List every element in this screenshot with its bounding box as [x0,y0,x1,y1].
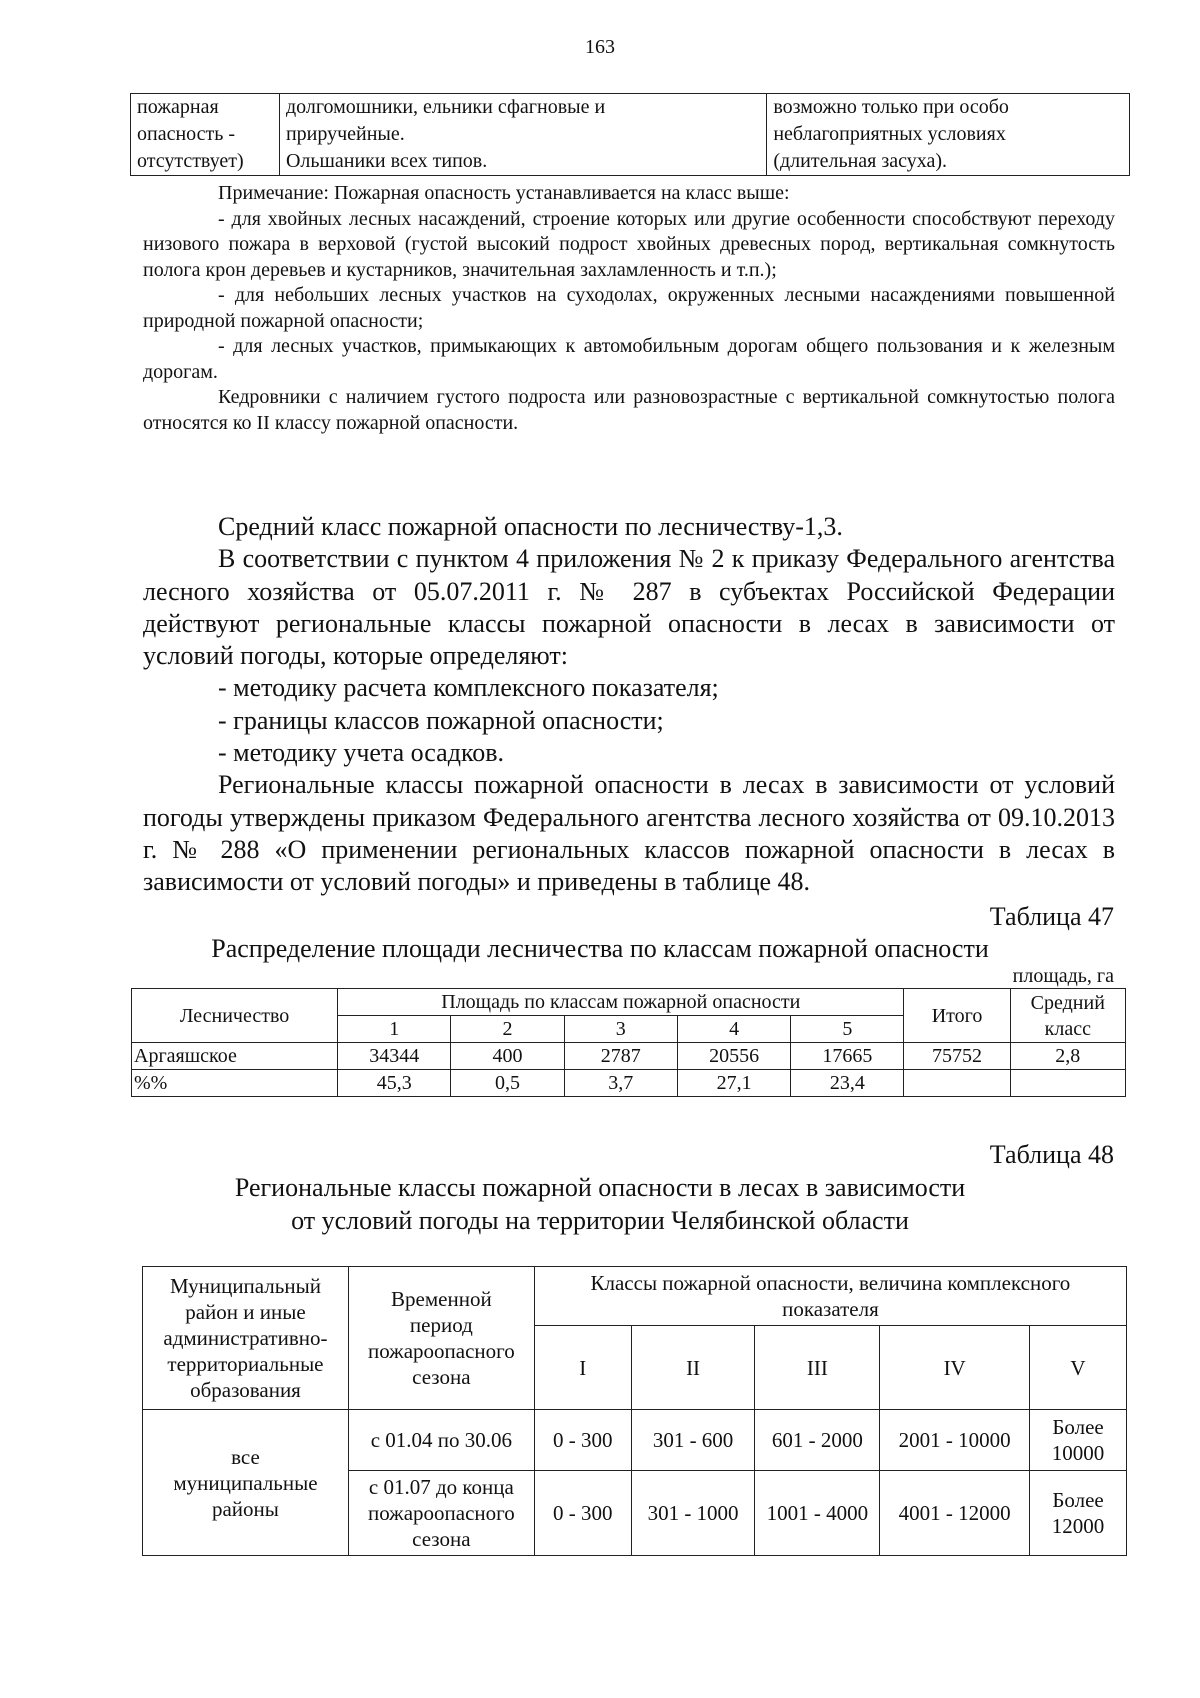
table-47-unit: площадь, га [1012,965,1114,987]
header-class-label: V [1030,1326,1127,1410]
cell-text: пожароопасного [367,1501,515,1525]
cell-text: муниципальные [173,1470,318,1495]
cell: 75752 [904,1043,1010,1070]
header-class-label: I [534,1326,631,1410]
header-class: 2 [451,1016,564,1043]
note-paragraph: Примечание: Пожарная опасность устанавливается на класс выше: [218,182,790,204]
cell [1030,1410,1127,1471]
header-class-label: IV [880,1326,1030,1410]
table-47-title: Распределение площади лесничества по классам пожарной опасности [211,934,989,963]
top-table-text: неблагоприятных условиях [773,123,1006,145]
cell: 2001 - 10000 [880,1410,1030,1471]
note-paragraph: Кедровники с наличием густого подроста или разновозрастные с вертикальной сомкнутостью полога относятся ко II классу пожарной опасности. [143,386,1115,434]
header-area: Площадь по классам пожарной опасности [338,989,904,1016]
body-paragraph: Региональные классы пожарной опасности в лесах в зависимости от условий погоды утверждены приказом Федерального агентства лесного хозяйства от 09.10.2013 г. № 288 «О применении региональных классов пожарной опасности в лесах в зависимости от условий погоды» и приведены в таблице 48. [143,770,1115,897]
top-table-cell [131,94,280,176]
body-text [143,511,1115,899]
table-row [132,1043,1126,1070]
table-row [132,1070,1126,1097]
page-number: 163 [585,36,615,58]
top-table-continuation [130,93,1130,176]
top-table-text: возможно только при особо [773,96,1009,118]
header-class: 3 [564,1016,677,1043]
header-average-text: класс [1044,1017,1091,1040]
table-47 [131,988,1126,1097]
cell: 20556 [677,1043,790,1070]
body-paragraph: В соответствии с пунктом 4 приложения № 2 к приказу Федерального агентства лесного хозяйства от 05.07.2011 г. № 287 в субъектах Российской Федерации действуют региональные классы пожарной опасности в лесах в зависимости от условий погоды, которые определяют: [143,544,1115,671]
header-text: Временной [391,1287,492,1311]
top-table-text: отсутствует) [137,150,244,172]
header-class: 4 [677,1016,790,1043]
table-row [143,1410,1127,1471]
cell: 0 - 300 [534,1410,631,1471]
cell: 2,8 [1010,1043,1125,1070]
header-class-label: III [755,1326,880,1410]
cell-forestry: Аргаяшское [132,1043,338,1070]
cell: 400 [451,1043,564,1070]
top-table-text: (длительная засуха). [773,150,948,172]
cell-text: все [231,1444,260,1469]
cell-district [143,1410,349,1556]
note-block [143,181,1115,436]
header-class-label: II [631,1326,755,1410]
cell-text: 12000 [1051,1514,1105,1538]
top-table-text: Ольшаники всех типов. [285,150,488,172]
cell-period: с 01.04 по 30.06 [348,1410,534,1471]
cell [904,1070,1010,1097]
header-text: период [409,1313,473,1337]
header-period [348,1267,534,1410]
table-48-title-line: Региональные классы пожарной опасности в лесах в зависимости [234,1173,966,1202]
cell-text: Более [1052,1415,1104,1439]
table-48-title-line: от условий погоды на территории Челябинской области [291,1206,909,1235]
note-paragraph: - для небольших лесных участков на суходолах, окруженных лесными насаждениями повышенной природной пожарной опасности; [143,284,1115,332]
header-class: 5 [791,1016,904,1043]
cell: 2787 [564,1043,677,1070]
body-paragraph: - методику расчета комплексного показателя; [218,673,719,703]
header-text: образования [190,1378,301,1402]
body-paragraph: - методику учета осадков. [218,738,505,768]
cell: 1001 - 4000 [755,1471,880,1556]
cell: 3,7 [564,1070,677,1097]
header-text: административно- [163,1326,328,1350]
header-text: сезона [412,1365,471,1389]
cell: 34344 [338,1043,451,1070]
table-47-number: Таблица 47 [989,902,1114,931]
body-paragraph: Средний класс пожарной опасности по лесничеству-1,3. [218,512,843,541]
cell-text: с 01.07 до конца [368,1475,514,1499]
cell [1010,1070,1125,1097]
header-text: пожароопасного [367,1339,515,1363]
top-table-cell [279,94,766,176]
top-table-text: долгомошники, ельники сфагновые и [285,96,606,118]
header-forestry: Лесничество [132,989,338,1043]
body-paragraph: - границы классов пожарной опасности; [218,705,664,735]
cell: 301 - 1000 [631,1471,755,1556]
header-district [143,1267,349,1410]
cell-period [348,1471,534,1556]
cell: 27,1 [677,1070,790,1097]
cell: 4001 - 12000 [880,1471,1030,1556]
cell: 601 - 2000 [755,1410,880,1471]
top-table-text: приручейные. [285,123,405,145]
top-table-text: пожарная [137,96,219,118]
top-table-text: опасность - [137,123,236,145]
table-48-title [0,1171,1200,1237]
header-text: Муниципальный [169,1274,321,1298]
header-text: показателя [782,1297,879,1321]
cell: 23,4 [791,1070,904,1097]
cell-text: 10000 [1051,1441,1105,1465]
note-paragraph: - для хвойных лесных насаждений, строение которых или другие особенности способствуют переходу низового пожара в верховой (густой высокий подрост хвойных древесных пород, вертикальная сомкнутость полога крон деревьев и кустарников, значительная захламленность и т.п.); [143,207,1115,281]
cell-text: районы [211,1496,279,1521]
cell: 0,5 [451,1070,564,1097]
cell: 45,3 [338,1070,451,1097]
table-48-number: Таблица 48 [989,1140,1114,1169]
header-text: территориальные [167,1352,324,1376]
header-text: район и иные [185,1300,306,1324]
header-text: Классы пожарной опасности, величина комплексного [590,1271,1071,1295]
cell [1030,1471,1127,1556]
header-total: Итого [904,989,1010,1043]
cell-text: сезона [412,1527,471,1551]
cell: 0 - 300 [534,1471,631,1556]
table-48 [142,1266,1127,1556]
header-average-text: Средний [1030,991,1105,1014]
header-class: 1 [338,1016,451,1043]
top-table-cell [767,94,1130,176]
cell-forestry: %% [132,1070,338,1097]
header-average-class [1010,989,1125,1043]
cell-text: Более [1052,1488,1104,1512]
cell: 17665 [791,1043,904,1070]
header-classes [534,1267,1126,1326]
note-paragraph: - для лесных участков, примыкающих к автомобильным дорогам общего пользования и к железным дорогам. [143,335,1115,383]
cell: 301 - 600 [631,1410,755,1471]
